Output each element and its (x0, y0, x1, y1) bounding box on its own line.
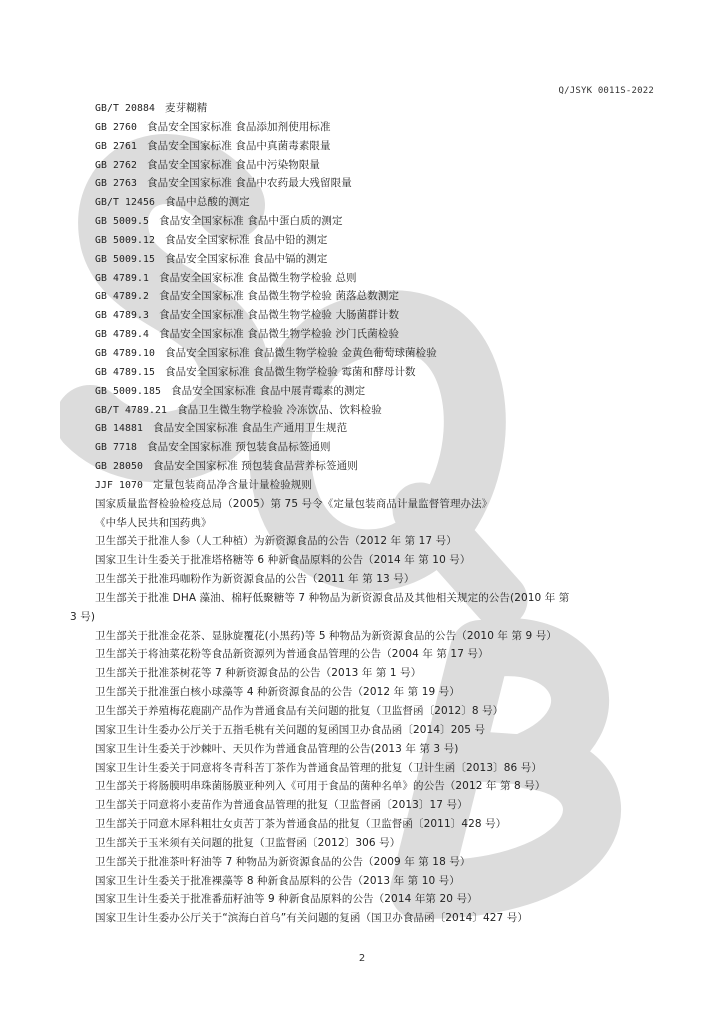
standard-title: 食品安全国家标准 食品微生物学检验 总则 (158, 271, 357, 284)
standard-item (0, 363, 724, 382)
standard-code: GB 2763 (95, 178, 137, 190)
standard-title: 麦芽糊精 (164, 102, 208, 114)
standard-title: 食品安全国家标准 食品中真菌毒素限量 (147, 139, 331, 152)
standard-item (0, 231, 724, 250)
standard-code: GB 5009.185 (95, 385, 161, 397)
reference-item-continuation: 3 号) (70, 610, 96, 623)
reference-item: 国家卫生计生委办公厅关于五指毛桃有关问题的复函国卫办食品函〔2014〕205 号 (95, 723, 486, 736)
reference-item: 国家卫生计生委关于批准塔格糖等 6 种新食品原料的公告（2014 年 第 10 号） (95, 554, 471, 567)
standard-item (0, 250, 724, 269)
reference-item: 国家卫生计生委关于同意将冬青科苦丁茶作为普通食品管理的批复（卫计生函〔2013〕86 号） (95, 761, 542, 774)
standard-code: GB 2760 (95, 121, 137, 133)
reference-item: 卫生部关于批准茶树花等 7 种新资源食品的公告（2013 年 第 1 号） (95, 667, 422, 680)
standard-title: 食品安全国家标准 食品微生物学检验 菌落总数测定 (158, 290, 400, 303)
standard-title: 食品安全国家标准 食品中铅的测定 (164, 233, 328, 246)
reference-item: 国家卫生计生委关于批准番茄籽油等 9 种新食品原料的公告（2014 年第 20 号） (95, 893, 478, 906)
standard-item (0, 118, 724, 137)
standard-code: GB 5009.5 (95, 216, 149, 228)
standard-title: 食品安全国家标准 食品微生物学检验 大肠菌群计数 (158, 309, 400, 322)
standards-list (0, 99, 724, 495)
page-number: 2 (358, 953, 366, 964)
standard-item (0, 382, 724, 401)
standard-code: GB 14881 (95, 423, 143, 435)
standard-code: GB/T 12456 (95, 197, 155, 209)
standard-title: 食品安全国家标准 食品中镉的测定 (164, 252, 328, 265)
standard-item (0, 476, 724, 495)
standard-code: GB 5009.12 (95, 234, 155, 246)
standard-title: 食品安全国家标准 食品中农药最大残留限量 (147, 177, 352, 190)
standard-item (0, 438, 724, 457)
standard-code: GB/T 20884 (95, 103, 155, 114)
standard-title: 食品中总酸的测定 (164, 196, 250, 209)
standard-title: 食品安全国家标准 食品中蛋白质的测定 (158, 215, 343, 228)
reference-item: 国家卫生计生委关于批准裸藻等 8 种新食品原料的公告（2013 年 第 10 号） (95, 874, 460, 887)
reference-item: 国家卫生计生委办公厅关于“滨海白首乌”有关问题的复函（国卫办食品函〔2014〕427 号） (95, 912, 528, 925)
standard-code: GB 4789.10 (95, 347, 155, 359)
standard-code: GB 7718 (95, 442, 137, 454)
standard-item (0, 306, 724, 325)
document-code: Q/JSYK 0011S-2022 (558, 86, 654, 96)
standard-code: JJF 1070 (95, 479, 143, 491)
reference-item: 国家卫生计生委关于沙棘叶、天贝作为普通食品管理的公告(2013 年 第 3 号) (95, 742, 459, 755)
reference-item: 卫生部关于批准金花茶、显脉旋覆花(小黑药)等 5 种物品为新资源食品的公告（2010 年 第 9 号） (95, 629, 557, 642)
references-list (0, 495, 724, 928)
standard-code: GB 4789.4 (95, 329, 149, 341)
standard-title: 食品安全国家标准 食品微生物学检验 金黄色葡萄球菌检验 (164, 346, 437, 359)
reference-item: 卫生部关于批准蛋白核小球藻等 4 种新资源食品的公告（2012 年 第 19 号） (95, 686, 460, 699)
standard-title: 食品安全国家标准 食品中展青霉素的测定 (170, 384, 366, 397)
standard-code: GB 2762 (95, 159, 137, 171)
standard-title: 食品安全国家标准 食品生产通用卫生规范 (153, 422, 348, 435)
standard-item (0, 137, 724, 156)
standard-title: 食品安全国家标准 食品添加剂使用标准 (147, 120, 331, 133)
standard-item (0, 419, 724, 438)
reference-item: 卫生部关于批准人参（人工种植）为新资源食品的公告（2012 年 第 17 号） (95, 535, 457, 548)
standard-code: GB 28050 (95, 461, 143, 473)
reference-item: 卫生部关于同意木犀科粗壮女贞苦丁茶为普通食品的批复（卫监督函〔2011〕428 号） (95, 818, 507, 831)
standard-title: 食品安全国家标准 预包装食品标签通则 (147, 441, 331, 454)
standard-code: GB 4789.2 (95, 291, 149, 303)
standard-title: 食品安全国家标准 食品微生物学检验 霉菌和酵母计数 (164, 365, 416, 378)
standard-code: GB 4789.3 (95, 310, 149, 322)
standard-item (0, 99, 724, 118)
standard-item (0, 457, 724, 476)
standard-code: GB/T 4789.21 (95, 404, 167, 416)
reference-item: 卫生部关于批准 DHA 藻油、棉籽低聚糖等 7 种物品为新资源食品及其他相关规定的公告(2010 年 第 (95, 591, 570, 604)
standard-item (0, 156, 724, 175)
standard-item (0, 325, 724, 344)
standard-code: GB 2761 (95, 140, 137, 152)
standard-item (0, 193, 724, 212)
reference-item: 国家质量监督检验检疫总局（2005）第 75 号令《定量包装商品计量监督管理办法》 (95, 497, 493, 510)
standard-title: 食品安全国家标准 食品中污染物限量 (147, 158, 321, 171)
reference-item: 卫生部关于批准玛咖粉作为新资源食品的公告（2011 年 第 13 号） (95, 573, 415, 586)
standard-item (0, 174, 724, 193)
standard-title: 定量包装商品净含量计量检验规则 (153, 478, 312, 491)
standard-item (0, 287, 724, 306)
standard-title: 食品卫生微生物学检验 冷冻饮品、饮料检验 (176, 403, 382, 416)
standard-code: GB 4789.1 (95, 272, 149, 284)
standard-code: GB 5009.15 (95, 253, 155, 265)
standard-code: GB 4789.15 (95, 366, 155, 378)
standard-title: 食品安全国家标准 食品微生物学检验 沙门氏菌检验 (158, 328, 400, 341)
reference-item: 《中华人民共和国药典》 (95, 516, 212, 529)
reference-item: 卫生部关于批准茶叶籽油等 7 种物品为新资源食品的公告（2009 年 第 18 号） (95, 855, 471, 868)
reference-item: 卫生部关于养殖梅花鹿副产品作为普通食品有关问题的批复（卫监督函〔2012〕8 号） (95, 705, 504, 717)
document-body (0, 99, 724, 928)
standard-item (0, 212, 724, 231)
standard-item (0, 269, 724, 288)
reference-item: 卫生部关于玉米须有关问题的批复（卫监督函〔2012〕306 号） (95, 836, 401, 849)
standard-item (0, 401, 724, 420)
reference-item: 卫生部关于将油菜花粉等食品新资源列为普通食品管理的公告（2004 年 第 17 号） (95, 648, 489, 661)
standard-title: 食品安全国家标准 预包装食品营养标签通则 (153, 460, 358, 473)
reference-item: 卫生部关于将肠膜明串珠菌肠膜亚种列入《可用于食品的菌种名单》的公告（2012 年 第 8 号） (95, 780, 546, 793)
standard-item (0, 344, 724, 363)
reference-item: 卫生部关于同意将小麦苗作为普通食品管理的批复（卫监督函〔2013〕17 号） (95, 799, 468, 812)
